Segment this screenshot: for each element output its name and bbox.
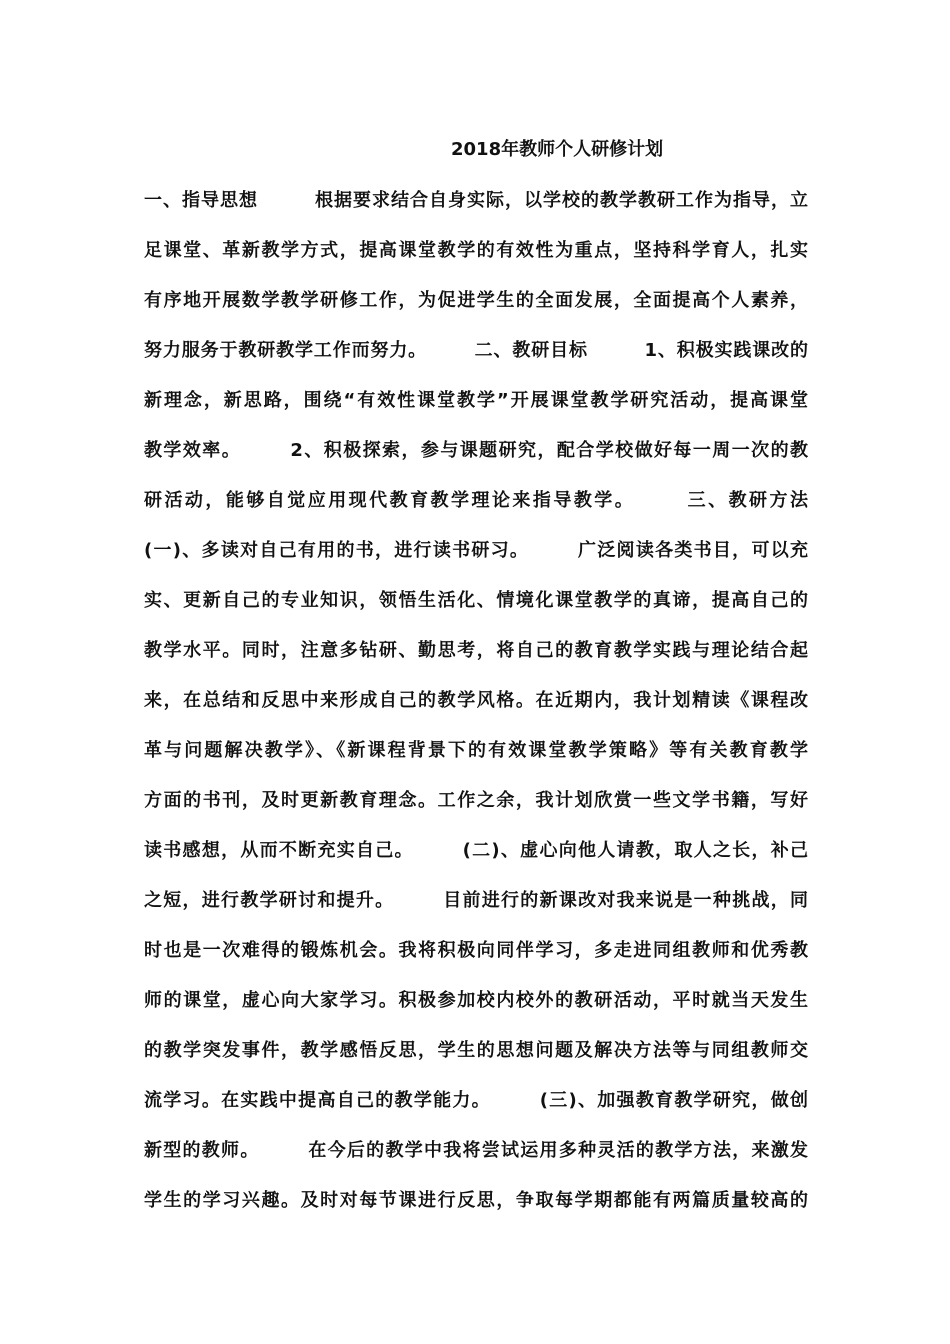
body-line: 之短，进行教学研讨和提升。 目前进行的新课改对我来说是一种挑战，同: [144, 890, 808, 911]
body-line: (一)、多读对自己有用的书，进行读书研习。 广泛阅读各类书目，可以充: [144, 540, 808, 561]
document-body: [144, 184, 808, 1234]
body-line: 足课堂、革新教学方式，提高课堂教学的有效性为重点，坚持科学育人，扎实: [144, 240, 808, 261]
body-line: 时也是一次难得的锻炼机会。我将积极向同伴学习，多走进同组教师和优秀教: [144, 940, 808, 961]
body-line: 来，在总结和反思中来形成自己的教学风格。在近期内，我计划精读《课程改: [144, 690, 808, 711]
body-line: 师的课堂，虚心向大家学习。积极参加校内校外的教研活动，平时就当天发生: [144, 990, 808, 1011]
body-line: 努力服务于教研教学工作而努力。 二、教研目标 1、积极实践课改的: [144, 340, 808, 361]
body-line: 教学水平。同时，注意多钻研、勤思考，将自己的教育教学实践与理论结合起: [144, 640, 808, 661]
body-line: 革与问题解决教学》、《新课程背景下的有效课堂教学策略》等有关教育教学: [144, 740, 808, 761]
body-line: 的教学突发事件，教学感悟反思，学生的思想问题及解决方法等与同组教师交: [144, 1040, 808, 1061]
body-line: 读书感想，从而不断充实自己。 (二)、虚心向他人请教，取人之长，补己: [144, 840, 808, 861]
body-line: 有序地开展数学教学研修工作，为促进学生的全面发展，全面提高个人素养，: [144, 290, 808, 311]
body-line: 新理念，新思路，围绕“有效性课堂教学”开展课堂教学研究活动，提高课堂: [144, 390, 808, 411]
body-line: 一、指导思想 根据要求结合自身实际，以学校的教学教研工作为指导，立: [144, 190, 808, 211]
body-line: 学生的学习兴趣。及时对每节课进行反思，争取每学期都能有两篇质量较高的: [144, 1190, 808, 1211]
document-title: 2018年教师个人研修计划: [451, 139, 664, 160]
body-line: 研活动，能够自觉应用现代教育教学理论来指导教学。 三、教研方法: [144, 490, 808, 511]
body-line: 新型的教师。 在今后的教学中我将尝试运用多种灵活的教学方法，来激发: [144, 1140, 808, 1161]
body-line: 流学习。在实践中提高自己的教学能力。 (三)、加强教育教学研究，做创: [144, 1090, 808, 1111]
body-line: 教学效率。 2、积极探索，参与课题研究，配合学校做好每一周一次的教: [144, 440, 808, 461]
body-line: 实、更新自己的专业知识，领悟生活化、情境化课堂教学的真谛，提高自己的: [144, 590, 808, 611]
body-line: 方面的书刊，及时更新教育理念。工作之余，我计划欣赏一些文学书籍，写好: [144, 790, 808, 811]
